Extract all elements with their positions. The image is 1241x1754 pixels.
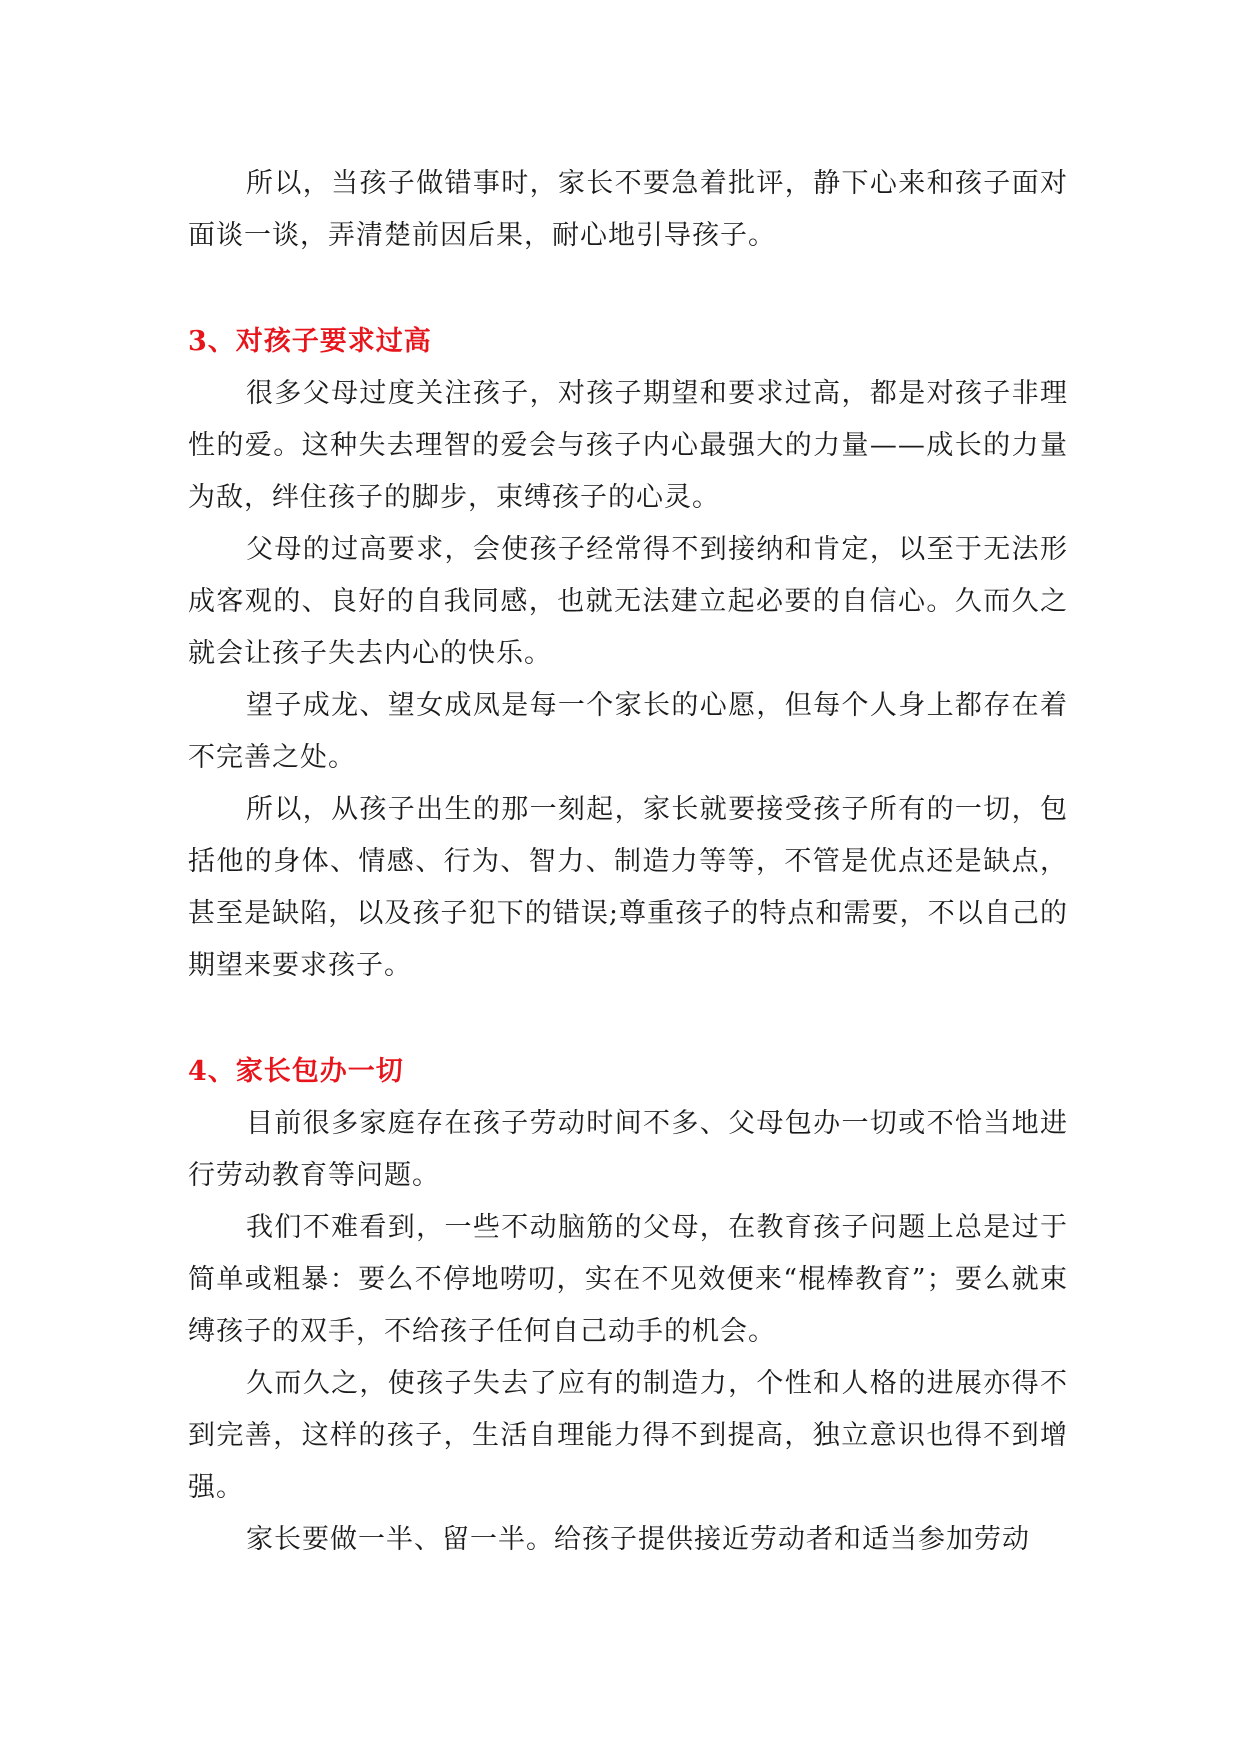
paragraph: 父母的过高要求，会使孩子经常得不到接纳和肯定，以至于无法形成客观的、良好的自我同感，也就无法建立起必要的自信心。久而久之就会让孩子失去内心的快乐。 [188, 534, 1068, 669]
paragraph: 所以，从孩子出生的那一刻起，家长就要接受孩子所有的一切，包括他的身体、情感、行为、智力、制造力等等，不管是优点还是缺点，甚至是缺陷，以及孩子犯下的错误;尊重孩子的特点和需要，不以自己的期望来要求孩子。 [188, 794, 1068, 981]
paragraph: 所以，当孩子做错事时，家长不要急着批评，静下心来和孩子面对面谈一谈，弄清楚前因后果，耐心地引导孩子。 [188, 168, 1068, 251]
document-page [188, 158, 1068, 1566]
section-heading-4: 4、家长包办一切 [188, 1056, 404, 1087]
paragraph: 久而久之，使孩子失去了应有的制造力，个性和人格的进展亦得不到完善，这样的孩子，生活自理能力得不到提高，独立意识也得不到增强。 [188, 1368, 1068, 1503]
paragraph: 望子成龙、望女成凤是每一个家长的心愿，但每个人身上都存在着不完善之处。 [188, 690, 1068, 773]
paragraph: 目前很多家庭存在孩子劳动时间不多、父母包办一切或不恰当地进行劳动教育等问题。 [188, 1108, 1068, 1191]
section-heading-3: 3、对孩子要求过高 [188, 326, 432, 357]
paragraph: 很多父母过度关注孩子，对孩子期望和要求过高，都是对孩子非理性的爱。这种失去理智的爱会与孩子内心最强大的力量——成长的力量为敌，绊住孩子的脚步，束缚孩子的心灵。 [188, 378, 1068, 513]
paragraph: 家长要做一半、留一半。给孩子提供接近劳动者和适当参加劳动 [246, 1524, 1030, 1555]
paragraph: 我们不难看到，一些不动脑筋的父母，在教育孩子问题上总是过于简单或粗暴：要么不停地唠叨，实在不见效便来“棍棒教育”；要么就束缚孩子的双手，不给孩子任何自己动手的机会。 [188, 1212, 1068, 1347]
